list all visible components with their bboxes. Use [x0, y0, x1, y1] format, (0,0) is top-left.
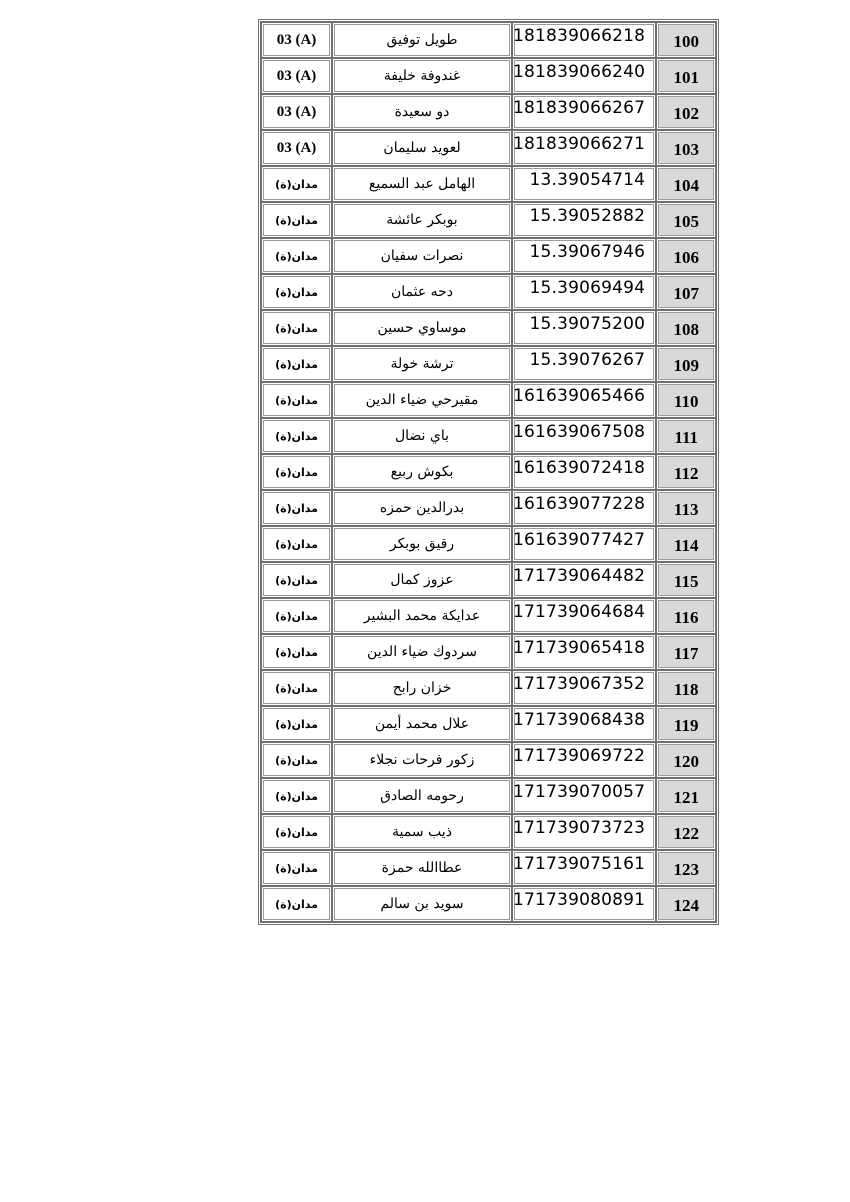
name-cell: بوبكر عائشة [332, 202, 512, 238]
name-cell: بدرالدين حمزه [332, 490, 512, 526]
row-number-cell: 110 [656, 382, 716, 418]
group-cell: 03 (A) [261, 130, 332, 166]
table-row [261, 382, 716, 418]
table-row [261, 526, 716, 562]
name-cell: نصرات سفيان [332, 238, 512, 274]
name-cell: دحه عثمان [332, 274, 512, 310]
group-cell: مدان(ة) [261, 166, 332, 202]
row-number-cell: 106 [656, 238, 716, 274]
name-cell: بكوش ربيع [332, 454, 512, 490]
roster-body [261, 22, 716, 922]
id-cell: 171739065418 [512, 634, 656, 670]
id-cell: 171739067352 [512, 670, 656, 706]
group-cell: مدان(ة) [261, 310, 332, 346]
id-cell: 171739068438 [512, 706, 656, 742]
id-cell: 171739064684 [512, 598, 656, 634]
id-cell: 161639065466 [512, 382, 656, 418]
row-number-cell: 115 [656, 562, 716, 598]
name-cell: سردوك ضياء الدين [332, 634, 512, 670]
name-cell: مقيرحي ضياء الدين [332, 382, 512, 418]
id-cell: 181839066267 [512, 94, 656, 130]
id-cell: 171739069722 [512, 742, 656, 778]
id-cell: 15.39067946 [512, 238, 656, 274]
row-number-cell: 120 [656, 742, 716, 778]
group-cell: مدان(ة) [261, 598, 332, 634]
table-row [261, 130, 716, 166]
table-row [261, 22, 716, 58]
group-cell: مدان(ة) [261, 382, 332, 418]
row-number-cell: 111 [656, 418, 716, 454]
row-number-cell: 117 [656, 634, 716, 670]
group-cell: مدان(ة) [261, 814, 332, 850]
table-row [261, 850, 716, 886]
table-row [261, 562, 716, 598]
name-cell: باي نضال [332, 418, 512, 454]
table-row [261, 886, 716, 922]
table-row [261, 346, 716, 382]
row-number-cell: 109 [656, 346, 716, 382]
table-row [261, 598, 716, 634]
id-cell: 15.39076267 [512, 346, 656, 382]
row-number-cell: 123 [656, 850, 716, 886]
id-cell: 15.39069494 [512, 274, 656, 310]
row-number-cell: 102 [656, 94, 716, 130]
name-cell: عزوز كمال [332, 562, 512, 598]
name-cell: ترشة خولة [332, 346, 512, 382]
id-cell: 15.39075200 [512, 310, 656, 346]
group-cell: مدان(ة) [261, 346, 332, 382]
name-cell: عطاالله حمزة [332, 850, 512, 886]
group-cell: مدان(ة) [261, 670, 332, 706]
table-row [261, 94, 716, 130]
id-cell: 171739064482 [512, 562, 656, 598]
table-row [261, 202, 716, 238]
table-row [261, 742, 716, 778]
id-cell: 181839066218 [512, 22, 656, 58]
group-cell: مدان(ة) [261, 850, 332, 886]
id-cell: 181839066271 [512, 130, 656, 166]
group-cell: مدان(ة) [261, 490, 332, 526]
row-number-cell: 122 [656, 814, 716, 850]
group-cell: مدان(ة) [261, 274, 332, 310]
group-cell: مدان(ة) [261, 526, 332, 562]
id-cell: 171739080891 [512, 886, 656, 922]
row-number-cell: 119 [656, 706, 716, 742]
row-number-cell: 101 [656, 58, 716, 94]
name-cell: لعويد سليمان [332, 130, 512, 166]
row-number-cell: 113 [656, 490, 716, 526]
group-cell: مدان(ة) [261, 886, 332, 922]
id-cell: 171739073723 [512, 814, 656, 850]
id-cell: 15.39052882 [512, 202, 656, 238]
row-number-cell: 103 [656, 130, 716, 166]
name-cell: موساوي حسين [332, 310, 512, 346]
group-cell: مدان(ة) [261, 742, 332, 778]
id-cell: 161639072418 [512, 454, 656, 490]
row-number-cell: 100 [656, 22, 716, 58]
group-cell: مدان(ة) [261, 562, 332, 598]
student-roster-table [258, 19, 719, 925]
group-cell: مدان(ة) [261, 454, 332, 490]
row-number-cell: 121 [656, 778, 716, 814]
id-cell: 161639067508 [512, 418, 656, 454]
table-row [261, 418, 716, 454]
name-cell: طويل توفيق [332, 22, 512, 58]
table-row [261, 706, 716, 742]
table-row [261, 310, 716, 346]
table-row [261, 166, 716, 202]
group-cell: مدان(ة) [261, 202, 332, 238]
table-row [261, 58, 716, 94]
name-cell: رحومه الصادق [332, 778, 512, 814]
group-cell: مدان(ة) [261, 706, 332, 742]
name-cell: غندوفة خليفة [332, 58, 512, 94]
id-cell: 13.39054714 [512, 166, 656, 202]
table-row [261, 238, 716, 274]
table-row [261, 454, 716, 490]
table-row [261, 778, 716, 814]
row-number-cell: 107 [656, 274, 716, 310]
name-cell: دو سعيدة [332, 94, 512, 130]
name-cell: الهامل عبد السميع [332, 166, 512, 202]
group-cell: 03 (A) [261, 58, 332, 94]
id-cell: 171739070057 [512, 778, 656, 814]
group-cell: مدان(ة) [261, 418, 332, 454]
name-cell: سويد بن سالم [332, 886, 512, 922]
name-cell: علال محمد أيمن [332, 706, 512, 742]
table-row [261, 634, 716, 670]
id-cell: 181839066240 [512, 58, 656, 94]
table-row [261, 670, 716, 706]
table-row [261, 814, 716, 850]
id-cell: 161639077228 [512, 490, 656, 526]
group-cell: مدان(ة) [261, 778, 332, 814]
row-number-cell: 105 [656, 202, 716, 238]
name-cell: ذيب سمية [332, 814, 512, 850]
row-number-cell: 108 [656, 310, 716, 346]
group-cell: مدان(ة) [261, 238, 332, 274]
name-cell: خزان رابح [332, 670, 512, 706]
id-cell: 161639077427 [512, 526, 656, 562]
group-cell: 03 (A) [261, 94, 332, 130]
table-row [261, 274, 716, 310]
row-number-cell: 114 [656, 526, 716, 562]
row-number-cell: 116 [656, 598, 716, 634]
row-number-cell: 112 [656, 454, 716, 490]
name-cell: رقيق بوبكر [332, 526, 512, 562]
row-number-cell: 118 [656, 670, 716, 706]
group-cell: 03 (A) [261, 22, 332, 58]
group-cell: مدان(ة) [261, 634, 332, 670]
table-row [261, 490, 716, 526]
name-cell: عدايكة محمد البشير [332, 598, 512, 634]
row-number-cell: 104 [656, 166, 716, 202]
id-cell: 171739075161 [512, 850, 656, 886]
name-cell: زكور فرحات نجلاء [332, 742, 512, 778]
row-number-cell: 124 [656, 886, 716, 922]
